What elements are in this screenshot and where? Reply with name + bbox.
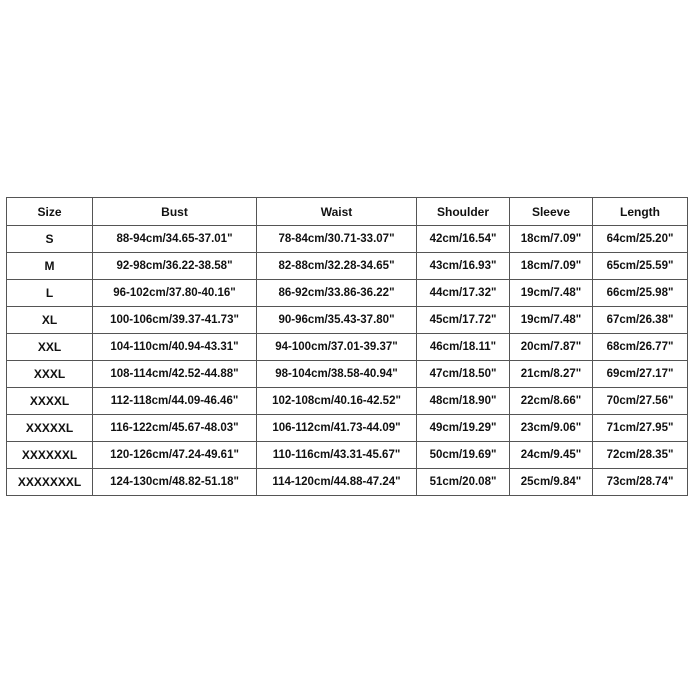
header-row <box>7 198 688 226</box>
size-cell: XL <box>7 307 93 334</box>
bust-cell: 100-106cm/39.37-41.73" <box>93 307 257 334</box>
table-row <box>7 469 688 496</box>
table-row <box>7 388 688 415</box>
sleeve-cell: 19cm/7.48" <box>510 280 593 307</box>
length-cell: 64cm/25.20" <box>593 226 688 253</box>
waist-cell: 110-116cm/43.31-45.67" <box>257 442 417 469</box>
table-row <box>7 361 688 388</box>
waist-cell: 98-104cm/38.58-40.94" <box>257 361 417 388</box>
size-cell: XXL <box>7 334 93 361</box>
shoulder-cell: 51cm/20.08" <box>417 469 510 496</box>
length-cell: 72cm/28.35" <box>593 442 688 469</box>
length-cell: 66cm/25.98" <box>593 280 688 307</box>
header-sleeve: Sleeve <box>510 198 593 226</box>
length-cell: 67cm/26.38" <box>593 307 688 334</box>
waist-cell: 106-112cm/41.73-44.09" <box>257 415 417 442</box>
bust-cell: 104-110cm/40.94-43.31" <box>93 334 257 361</box>
length-cell: 73cm/28.74" <box>593 469 688 496</box>
bust-cell: 116-122cm/45.67-48.03" <box>93 415 257 442</box>
table-row <box>7 415 688 442</box>
waist-cell: 86-92cm/33.86-36.22" <box>257 280 417 307</box>
sleeve-cell: 22cm/8.66" <box>510 388 593 415</box>
size-cell: XXXL <box>7 361 93 388</box>
table-row <box>7 307 688 334</box>
size-cell: XXXXL <box>7 388 93 415</box>
shoulder-cell: 49cm/19.29" <box>417 415 510 442</box>
header-size: Size <box>7 198 93 226</box>
shoulder-cell: 45cm/17.72" <box>417 307 510 334</box>
size-cell: L <box>7 280 93 307</box>
shoulder-cell: 44cm/17.32" <box>417 280 510 307</box>
bust-cell: 88-94cm/34.65-37.01" <box>93 226 257 253</box>
header-length: Length <box>593 198 688 226</box>
sleeve-cell: 23cm/9.06" <box>510 415 593 442</box>
bust-cell: 96-102cm/37.80-40.16" <box>93 280 257 307</box>
sleeve-cell: 24cm/9.45" <box>510 442 593 469</box>
sleeve-cell: 19cm/7.48" <box>510 307 593 334</box>
size-chart-table <box>6 197 688 496</box>
length-cell: 69cm/27.17" <box>593 361 688 388</box>
length-cell: 68cm/26.77" <box>593 334 688 361</box>
header-shoulder: Shoulder <box>417 198 510 226</box>
length-cell: 71cm/27.95" <box>593 415 688 442</box>
size-cell: XXXXXXL <box>7 442 93 469</box>
shoulder-cell: 47cm/18.50" <box>417 361 510 388</box>
bust-cell: 120-126cm/47.24-49.61" <box>93 442 257 469</box>
sleeve-cell: 20cm/7.87" <box>510 334 593 361</box>
shoulder-cell: 43cm/16.93" <box>417 253 510 280</box>
header-bust: Bust <box>93 198 257 226</box>
waist-cell: 78-84cm/30.71-33.07" <box>257 226 417 253</box>
sleeve-cell: 18cm/7.09" <box>510 226 593 253</box>
table-row <box>7 280 688 307</box>
shoulder-cell: 46cm/18.11" <box>417 334 510 361</box>
waist-cell: 102-108cm/40.16-42.52" <box>257 388 417 415</box>
bust-cell: 112-118cm/44.09-46.46" <box>93 388 257 415</box>
size-cell: XXXXXXXL <box>7 469 93 496</box>
waist-cell: 114-120cm/44.88-47.24" <box>257 469 417 496</box>
shoulder-cell: 48cm/18.90" <box>417 388 510 415</box>
table-row <box>7 253 688 280</box>
size-cell: M <box>7 253 93 280</box>
waist-cell: 90-96cm/35.43-37.80" <box>257 307 417 334</box>
bust-cell: 124-130cm/48.82-51.18" <box>93 469 257 496</box>
table-row <box>7 442 688 469</box>
sleeve-cell: 25cm/9.84" <box>510 469 593 496</box>
waist-cell: 82-88cm/32.28-34.65" <box>257 253 417 280</box>
sleeve-cell: 18cm/7.09" <box>510 253 593 280</box>
waist-cell: 94-100cm/37.01-39.37" <box>257 334 417 361</box>
sleeve-cell: 21cm/8.27" <box>510 361 593 388</box>
header-waist: Waist <box>257 198 417 226</box>
size-cell: S <box>7 226 93 253</box>
shoulder-cell: 42cm/16.54" <box>417 226 510 253</box>
bust-cell: 108-114cm/42.52-44.88" <box>93 361 257 388</box>
shoulder-cell: 50cm/19.69" <box>417 442 510 469</box>
size-cell: XXXXXL <box>7 415 93 442</box>
table-row <box>7 226 688 253</box>
bust-cell: 92-98cm/36.22-38.58" <box>93 253 257 280</box>
length-cell: 65cm/25.59" <box>593 253 688 280</box>
table-row <box>7 334 688 361</box>
length-cell: 70cm/27.56" <box>593 388 688 415</box>
